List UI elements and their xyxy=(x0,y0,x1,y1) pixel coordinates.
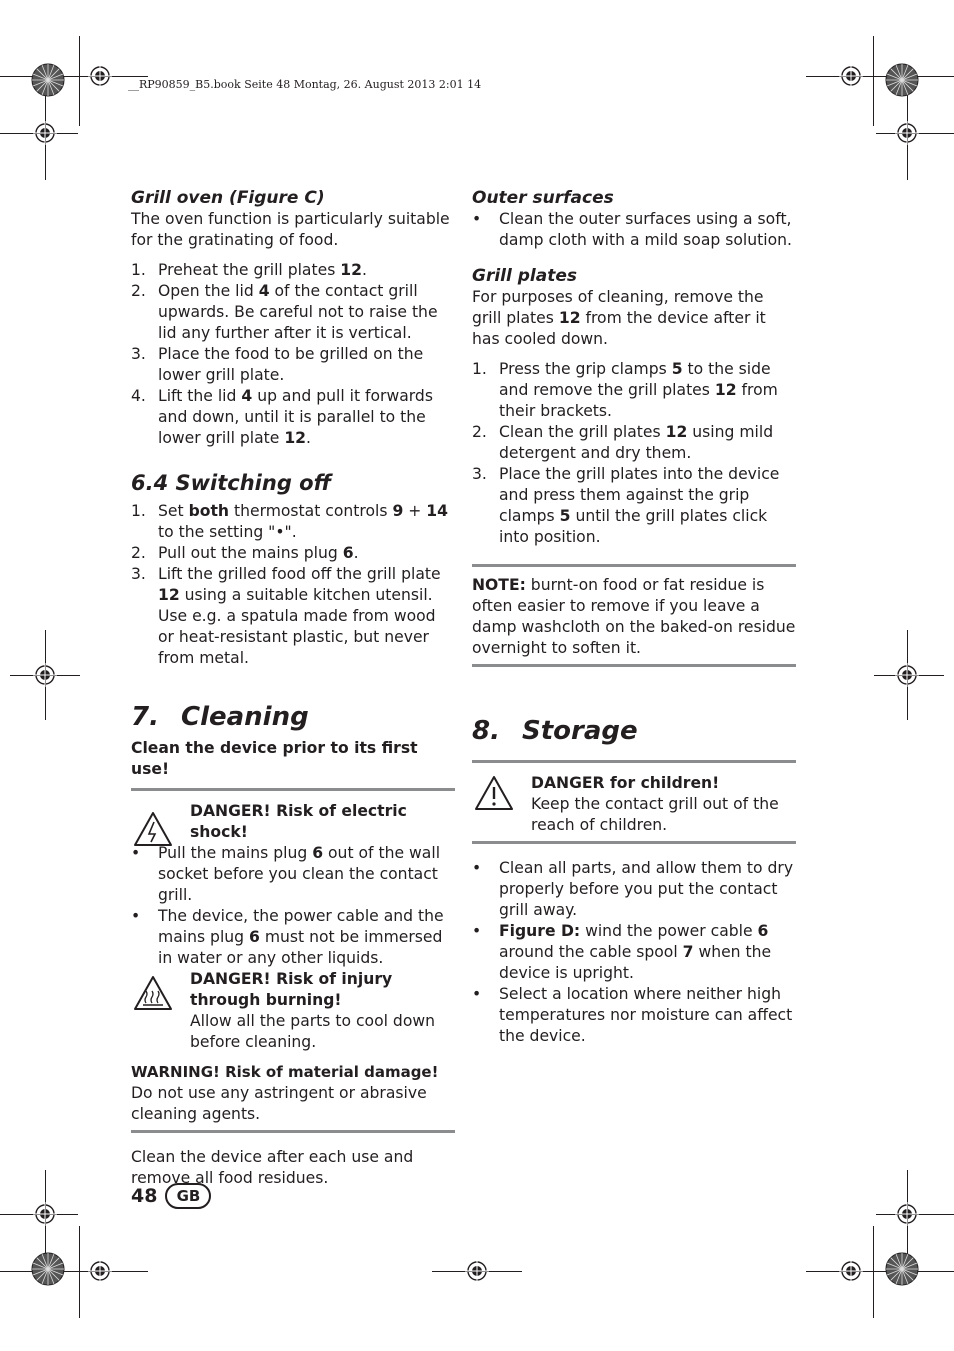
grill-oven-steps xyxy=(131,260,455,449)
step-number: 1. xyxy=(131,502,146,520)
section-rule xyxy=(472,564,796,567)
bullet-icon: • xyxy=(472,859,482,877)
outer-surfaces-heading: Outer surfaces xyxy=(472,188,614,208)
step-number: 2. xyxy=(472,423,487,441)
step-number: 1. xyxy=(472,360,487,378)
electric-shock-warning-icon xyxy=(133,811,173,847)
print-info: __RP90859_B5.book Seite 48 Montag, 26. August 2013 2:01 14 xyxy=(128,78,482,91)
switching-off-heading: 6.4 Switching off xyxy=(131,471,332,495)
page-number: 48 xyxy=(131,1185,158,1207)
bullet-item xyxy=(472,858,796,921)
item-text: Select a location where neither high temperatures nor moisture can affect the device. xyxy=(499,985,793,1045)
item-text: Clean the grill plates 12 using mild detergent and dry them. xyxy=(499,423,774,462)
burn-warning-text: Allow all the parts to cool down before cleaning. xyxy=(190,1012,436,1051)
registration-target-icon xyxy=(885,63,919,97)
step-item xyxy=(131,344,455,386)
item-text: Lift the lid 4 up and pull it forwards and down, until it is parallel to the lower grill plate 12. xyxy=(158,387,433,447)
note-text: NOTE: burnt-on food or fat residue is often easier to remove if you leave a damp washcloth on the baked-on residue overnight to soften it. xyxy=(472,576,796,657)
step-number: 1. xyxy=(131,261,146,279)
item-text: Figure D: wind the power cable 6 around the cable spool 7 when the device is upright. xyxy=(499,922,772,982)
hot-surface-warning-icon xyxy=(133,975,173,1011)
item-text: Open the lid 4 of the contact grill upwards. Be careful not to raise the lid any further after it is vertical. xyxy=(158,282,438,342)
registration-crosshair-icon xyxy=(88,64,112,88)
step-number: 2. xyxy=(131,282,146,300)
storage-bullets xyxy=(472,858,796,1047)
bullet-icon: • xyxy=(131,844,141,862)
registration-target-icon xyxy=(885,1252,919,1286)
registration-crosshair-icon xyxy=(33,1202,57,1226)
step-item xyxy=(472,359,796,422)
step-number: 2. xyxy=(131,544,146,562)
section-rule xyxy=(472,760,796,763)
grill-plates-intro: For purposes of cleaning, remove the grill plates 12 from the device after it has cooled down. xyxy=(472,288,766,348)
grill-oven-intro: The oven function is particularly suitable for the gratinating of food. xyxy=(131,210,450,249)
section-rule xyxy=(472,664,796,667)
item-text: Clean all parts, and allow them to dry properly before you put the contact grill away. xyxy=(499,859,794,919)
grill-plates-steps xyxy=(472,359,796,548)
item-text: The device, the power cable and the mains plug 6 must not be immersed in water or any other liquids. xyxy=(158,907,444,967)
registration-crosshair-icon xyxy=(88,1259,112,1283)
registration-target-icon xyxy=(31,1252,65,1286)
storage-title xyxy=(472,715,796,747)
item-text: Place the grill plates into the device and press them against the grip clamps 5 until the grill plates click into position. xyxy=(499,465,780,546)
item-text: Lift the grilled food off the grill plate 12 using a suitable kitchen utensil. Use e.g. a spatula made from wood or heat-resistant plastic, but never from metal. xyxy=(158,565,441,667)
material-damage-title: WARNING! Risk of material damage! xyxy=(131,1063,439,1081)
item-text: Press the grip clamps 5 to the side and remove the grill plates 12 from their brackets. xyxy=(499,360,778,420)
registration-crosshair-icon xyxy=(33,121,57,145)
registration-crosshair-icon xyxy=(839,64,863,88)
grill-oven-heading: Grill oven (Figure C) xyxy=(131,188,325,208)
storage-number: 8. xyxy=(472,716,500,746)
step-item xyxy=(131,260,455,281)
children-warning-text: Keep the contact grill out of the reach of children. xyxy=(531,795,779,834)
step-item xyxy=(472,422,796,464)
bullet-icon: • xyxy=(472,922,482,940)
cleaning-number: 7. xyxy=(131,702,159,732)
registration-crosshair-icon xyxy=(895,1202,919,1226)
step-item xyxy=(472,464,796,548)
children-warning xyxy=(472,773,796,836)
electric-shock-bullets xyxy=(131,843,455,969)
step-number: 3. xyxy=(131,345,146,363)
bullet-icon: • xyxy=(472,210,482,228)
bullet-item xyxy=(131,906,455,969)
item-text: Preheat the grill plates 12. xyxy=(158,261,367,279)
bullet-icon: • xyxy=(131,907,141,925)
switching-off-steps xyxy=(131,501,455,669)
storage-title-text: Storage xyxy=(522,716,638,746)
step-number: 3. xyxy=(131,565,146,583)
burn-warning-title: DANGER! Risk of injury through burning! xyxy=(190,970,393,1009)
registration-crosshair-icon xyxy=(839,1259,863,1283)
material-damage-text: Do not use any astringent or abrasive cleaning agents. xyxy=(131,1084,427,1123)
step-item xyxy=(131,543,455,564)
bullet-item xyxy=(472,984,796,1047)
item-text: Set both thermostat controls 9 + 14 to the setting "•". xyxy=(158,502,448,541)
outer-surfaces-bullets xyxy=(472,209,796,251)
item-text: Pull out the mains plug 6. xyxy=(158,544,359,562)
grill-plates-heading: Grill plates xyxy=(472,266,577,286)
section-rule xyxy=(131,1130,455,1133)
item-text: Pull the mains plug 6 out of the wall socket before you clean the contact grill. xyxy=(158,844,441,904)
item-text: Clean the outer surfaces using a soft, damp cloth with a mild soap solution. xyxy=(499,210,792,249)
cleaning-title xyxy=(131,701,455,733)
registration-crosshair-icon xyxy=(465,1259,489,1283)
step-number: 3. xyxy=(472,465,487,483)
bullet-item xyxy=(472,921,796,984)
general-warning-icon xyxy=(474,775,514,811)
step-item xyxy=(131,281,455,344)
step-item xyxy=(131,564,455,669)
left-column xyxy=(131,187,455,1189)
burn-warning xyxy=(131,969,455,1053)
page-footer xyxy=(131,1183,211,1209)
language-badge: GB xyxy=(165,1183,211,1209)
step-item xyxy=(131,501,455,543)
registration-crosshair-icon xyxy=(33,663,57,687)
cleaning-title-text: Cleaning xyxy=(181,702,309,732)
section-rule xyxy=(131,788,455,791)
after-use-text: Clean the device after each use and remove all food residues. xyxy=(131,1148,414,1187)
electric-shock-title: DANGER! Risk of electric shock! xyxy=(190,802,407,841)
section-rule xyxy=(472,841,796,844)
electric-shock-warning xyxy=(131,801,455,843)
bullet-item xyxy=(472,209,796,251)
bullet-item xyxy=(131,843,455,906)
item-text: Place the food to be grilled on the lower grill plate. xyxy=(158,345,424,384)
registration-crosshair-icon xyxy=(895,663,919,687)
children-warning-title: DANGER for children! xyxy=(531,774,720,792)
step-number: 4. xyxy=(131,387,146,405)
registration-target-icon xyxy=(31,63,65,97)
first-use-note: Clean the device prior to its first use! xyxy=(131,739,418,778)
bullet-icon: • xyxy=(472,985,482,1003)
registration-crosshair-icon xyxy=(895,121,919,145)
step-item xyxy=(131,386,455,449)
right-column xyxy=(472,187,796,1047)
